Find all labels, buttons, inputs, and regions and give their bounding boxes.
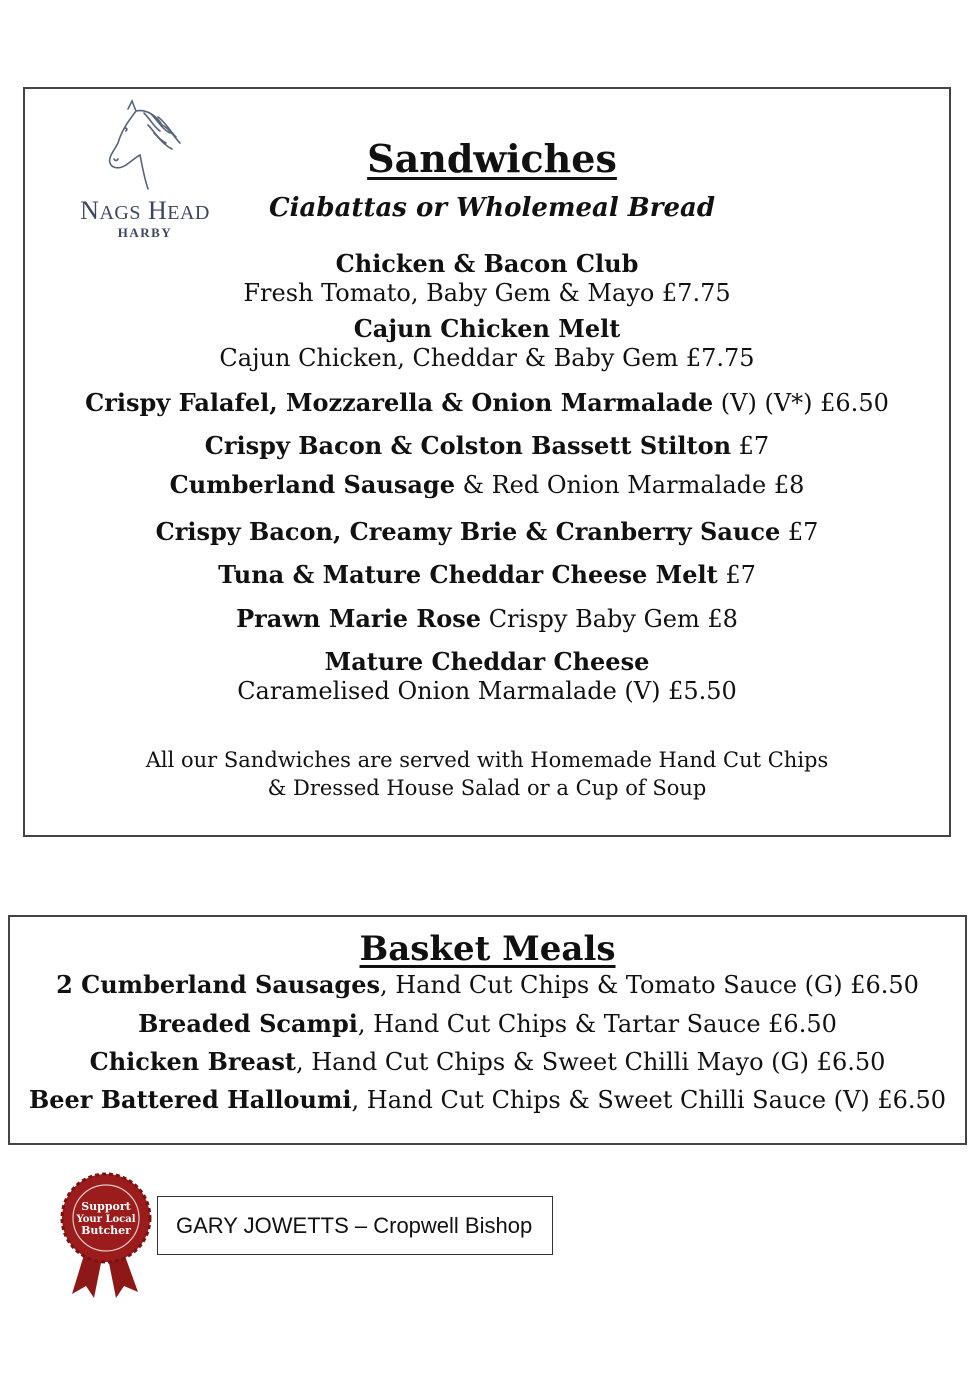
menu-item-description: Fresh Tomato, Baby Gem & Mayo £7.75 xyxy=(243,279,731,307)
menu-item: Cumberland Sausage & Red Onion Marmalade £8 xyxy=(169,470,805,499)
menu-item-description: Cajun Chicken, Cheddar & Baby Gem £7.75 xyxy=(219,344,755,372)
butcher-label xyxy=(157,1196,553,1255)
butcher-name: GARY JOWETTS – Cropwell Bishop xyxy=(176,1212,533,1238)
menu-item: Breaded Scampi, Hand Cut Chips & Tartar Sauce £6.50 xyxy=(138,1009,837,1038)
menu-item-name: Cajun Chicken Melt xyxy=(353,314,621,343)
menu-item-name: Chicken & Bacon Club xyxy=(335,249,639,278)
sandwiches-note: All our Sandwiches are served with Homemade Hand Cut Chips xyxy=(145,748,829,772)
menu-item: Crispy Falafel, Mozzarella & Onion Marmalade (V) (V*) £6.50 xyxy=(85,388,889,417)
svg-text:Butcher: Butcher xyxy=(81,1224,131,1237)
menu-item: Tuna & Mature Cheddar Cheese Melt £7 xyxy=(218,560,756,589)
menu-item: Beer Battered Halloumi, Hand Cut Chips & Sweet Chilli Sauce (V) £6.50 xyxy=(28,1085,947,1114)
logo-location: HARBY xyxy=(117,225,173,240)
menu-item-description: Caramelised Onion Marmalade (V) £5.50 xyxy=(237,677,737,705)
sandwiches-title: Sandwiches xyxy=(367,136,617,181)
basket-meals-title: Basket Meals xyxy=(359,929,616,969)
menu-item: Crispy Bacon & Colston Bassett Stilton £7 xyxy=(204,431,770,460)
svg-text:Support: Support xyxy=(81,1200,131,1213)
menu-item: Chicken Breast, Hand Cut Chips & Sweet Chilli Mayo (G) £6.50 xyxy=(89,1047,886,1076)
sandwiches-note: & Dressed House Salad or a Cup of Soup xyxy=(267,776,707,800)
rosette-icon xyxy=(58,1172,154,1302)
menu-item: 2 Cumberland Sausages, Hand Cut Chips & Tomato Sauce (G) £6.50 xyxy=(56,970,919,999)
menu-item: Crispy Bacon, Creamy Brie & Cranberry Sauce £7 xyxy=(155,517,819,546)
basket-meals-section xyxy=(8,915,967,1145)
logo-title: NAGS HEAD xyxy=(80,196,210,225)
sandwiches-section xyxy=(23,87,951,837)
menu-item: Prawn Marie Rose Crispy Baby Gem £8 xyxy=(236,604,738,633)
menu-item-name: Mature Cheddar Cheese xyxy=(324,647,650,676)
svg-text:Your Local: Your Local xyxy=(76,1214,136,1225)
sandwiches-subtitle: Ciabattas or Wholemeal Bread xyxy=(268,193,716,223)
